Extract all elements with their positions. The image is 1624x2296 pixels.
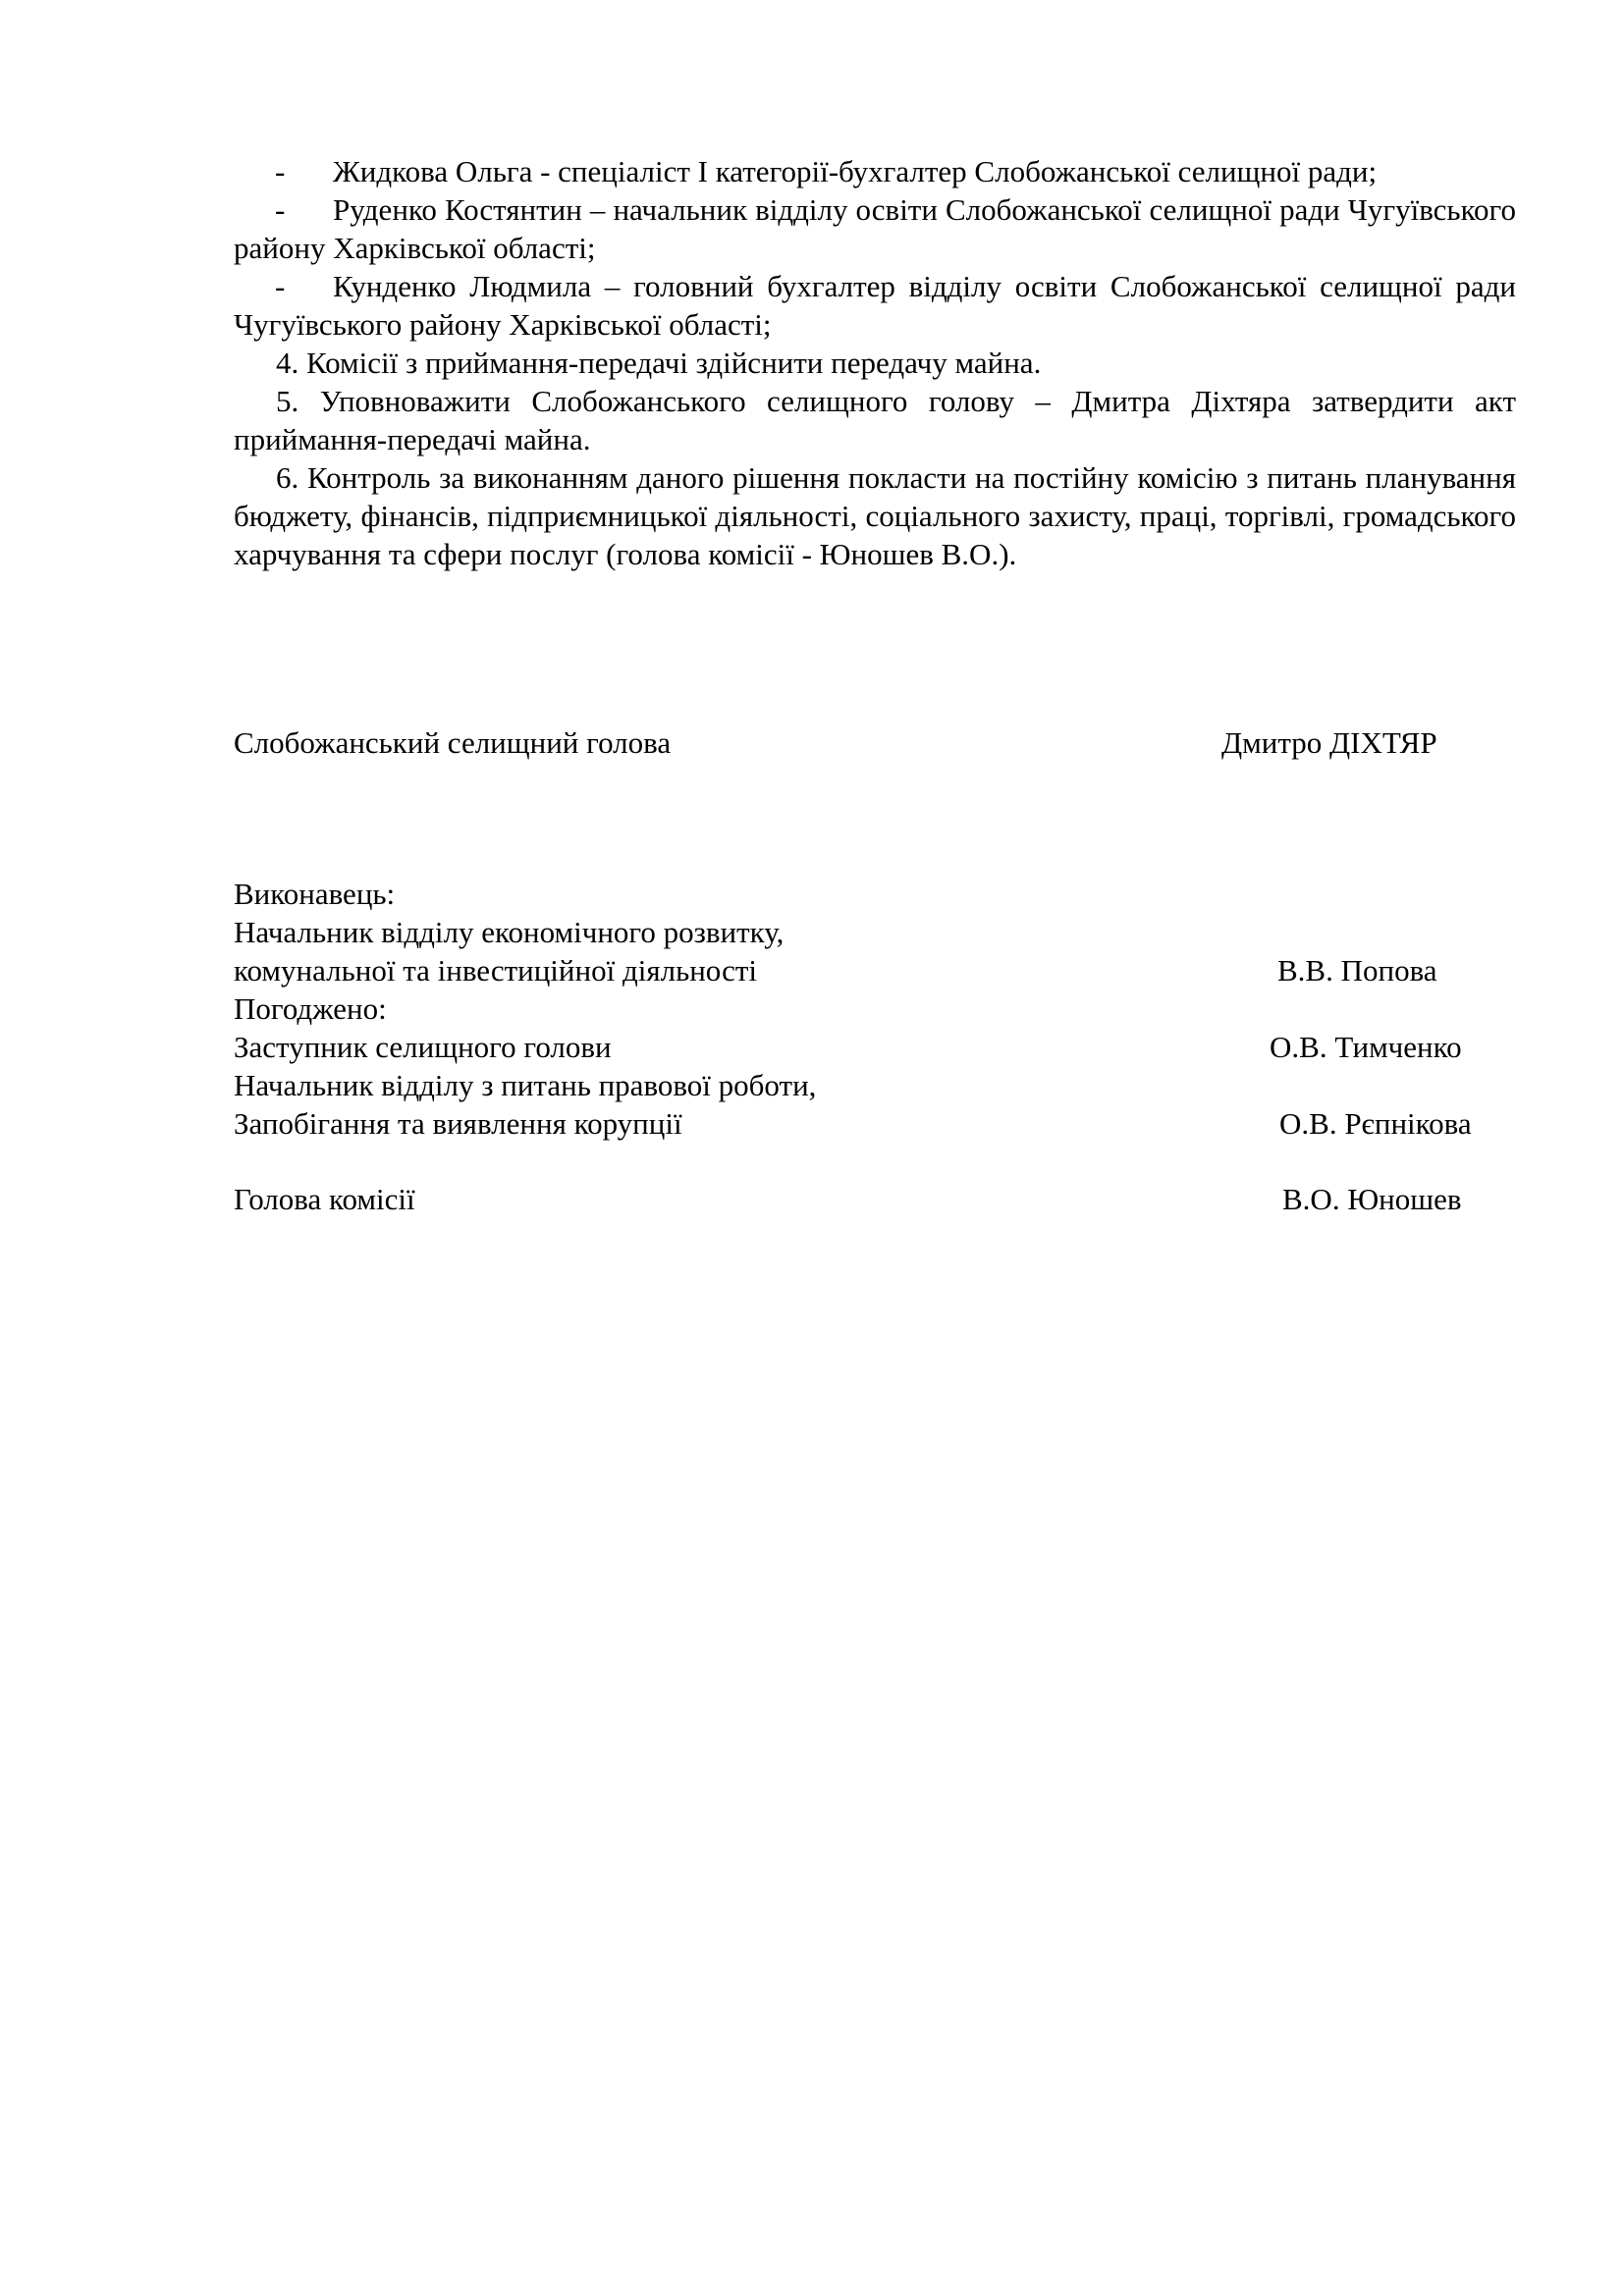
legal-position-row-2 — [234, 1104, 1516, 1143]
executor-position-row-2 — [234, 951, 1516, 989]
list-item — [234, 190, 1516, 267]
agreed-label: Погоджено: — [234, 991, 387, 1026]
executor-label-row — [234, 875, 1516, 913]
legal-position-line2: Запобігання та виявлення корупції — [234, 1106, 682, 1141]
executor-name: В.В. Попова — [1277, 953, 1437, 988]
list-item-text: Жидкова Ольга - спеціаліст І категорії-бухгалтер Слобожанської селищної ради; — [333, 154, 1378, 188]
commission-row — [234, 1180, 1516, 1218]
list-marker: - — [275, 192, 286, 227]
head-name: Дмитро ДІХТЯР — [1221, 725, 1437, 760]
list-item — [234, 152, 1516, 190]
list-marker: - — [275, 154, 286, 188]
list-item-text: Руденко Костянтин – начальник відділу освіти Слобожанської селищної ради Чугуївського району Харківської області; — [234, 192, 1516, 265]
legal-position-row-1 — [234, 1066, 1516, 1104]
commission-position: Голова комісії — [234, 1182, 415, 1216]
list-item — [234, 267, 1516, 344]
decision-point-5: 5. Уповноважити Слобожанського селищного голову – Дмитра Діхтяра затвердити акт приймання-передачі майна. — [234, 384, 1516, 456]
agreed-label-row — [234, 989, 1516, 1028]
legal-position-line1: Начальник відділу з питань правової роботи, — [234, 1068, 817, 1102]
decision-text — [234, 152, 1516, 573]
deputy-row — [234, 1028, 1516, 1066]
executor-position-line1: Начальник відділу економічного розвитку, — [234, 915, 785, 949]
commission-name: В.О. Юношев — [1282, 1182, 1462, 1216]
deputy-name: О.В. Тимченко — [1270, 1030, 1462, 1064]
deputy-position: Заступник селищного голови — [234, 1030, 612, 1064]
legal-name: О.В. Рєпнікова — [1279, 1106, 1472, 1141]
list-item-text: Кунденко Людмила – головний бухгалтер відділу освіти Слобожанської селищної ради Чугуївського району Харківської області; — [234, 269, 1516, 342]
decision-point-4: 4. Комісії з приймання-передачі здійснити передачу майна. — [276, 346, 1042, 380]
head-title: Слобожанський селищний голова — [234, 725, 672, 760]
executor-label: Виконавець: — [234, 877, 396, 911]
executor-position-line2: комунальної та інвестиційної діяльності — [234, 953, 757, 988]
executor-position-row-1 — [234, 913, 1516, 951]
list-marker: - — [275, 269, 286, 303]
decision-point-6: 6. Контроль за виконанням даного рішення покласти на постійну комісію з питань планування бюджету, фінансів, підприємницької діяльності, соціального захисту, праці, торгівлі, громадського харчування та сфери послуг (голова комісії - Юношев В.О.). — [234, 460, 1516, 571]
head-signature-row — [234, 723, 1516, 762]
